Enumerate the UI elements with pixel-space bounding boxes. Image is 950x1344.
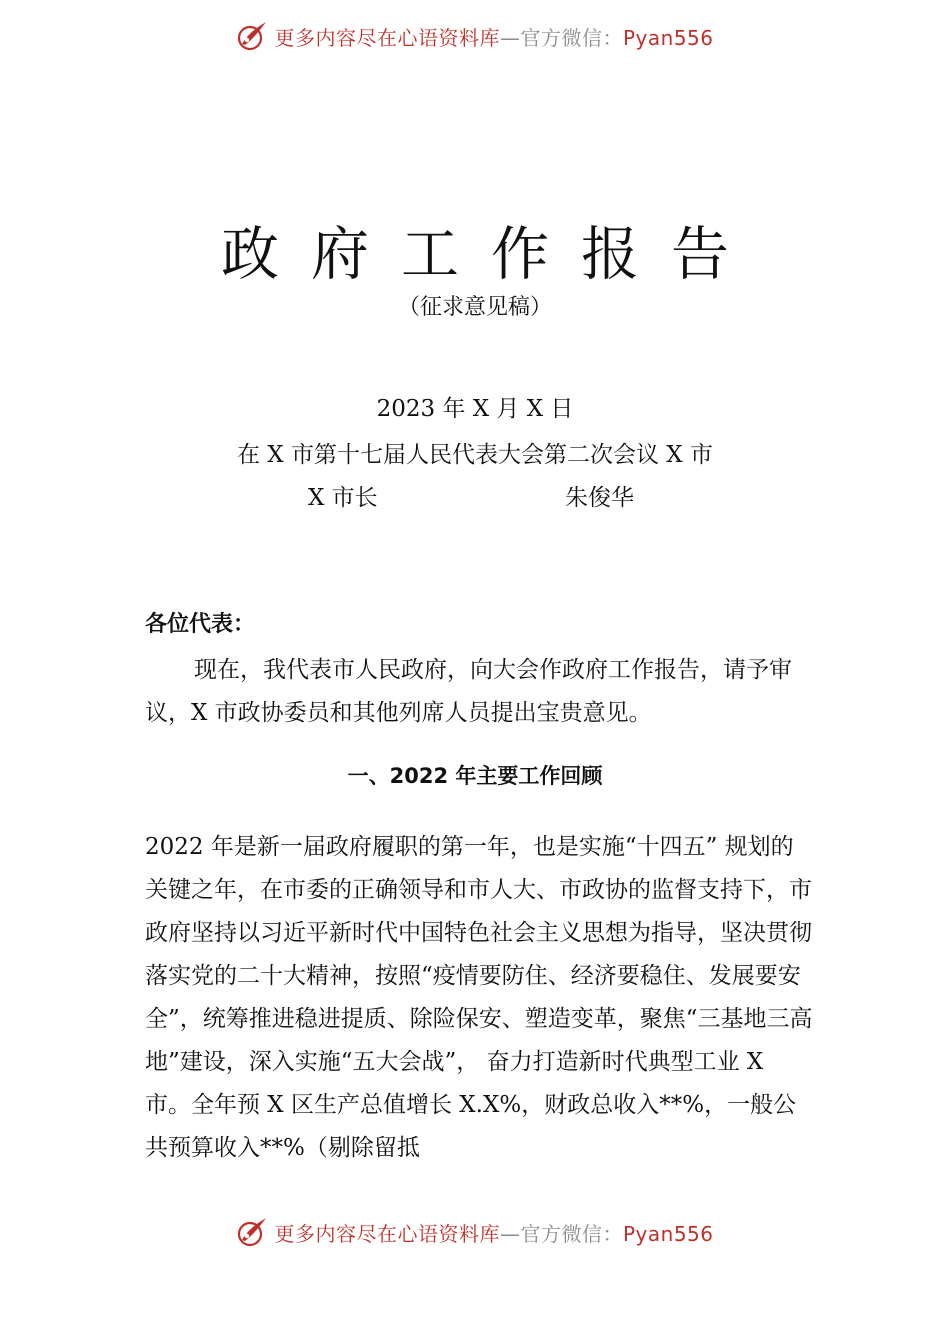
section-heading: 一、2022 年主要工作回顾 [347,764,603,788]
quill-pen-logo-icon [236,1216,268,1248]
document-title: 政府工作报告 [220,220,761,288]
intro-paragraph: 现在，我代表市人民政府，向大会作政府工作报告，请予审议，X 市政协委员和其他列席人员提出宝贵意见。 [145,657,792,726]
document-date: 2023 年 X 月 X 日 [376,396,574,422]
speaker-name: 朱俊华 [565,485,634,511]
banner-wechat-id: Pyan556 [622,25,714,50]
banner-text-red: 更多内容尽在心语资料库 [274,25,500,50]
footer-banner [0,1212,950,1252]
speaker-title: X 市长 [308,485,378,511]
salutation: 各位代表： [145,612,256,637]
header-banner [0,16,950,56]
document-subtitle: （征求意见稿） [397,295,552,320]
banner-text-gray: —官方微信： [499,1221,623,1246]
meeting-line: 在 X 市第十七届人民代表大会第二次会议 X 市 [237,442,713,468]
banner-text-red: 更多内容尽在心语资料库 [274,1221,500,1246]
body-paragraph: 2022 年是新一届政府履职的第一年，也是实施“十四五” 规划的关键之年，在市委的正确领导和市人大、市政协的监督支持下，市政府坚持以习近平新时代中国特色社会主义思想为指导，坚决贯彻落实党的二十大精神，按照“疫情要防住、经济要稳住、发展要安全”，统筹推进稳进提质、除险保安、塑造变革，聚焦“三基地三高地”建设，深入实施“五大会战”， 奋力打造新时代典型工业 X 市。全年预 X 区生产总值增长 X.X%，财政总收入**%，一般公共预算收入**%（剔除留抵 [145,834,813,1161]
quill-pen-logo-icon [236,20,268,52]
banner-text-gray: —官方微信： [499,25,623,50]
banner-wechat-id: Pyan556 [622,1221,714,1246]
